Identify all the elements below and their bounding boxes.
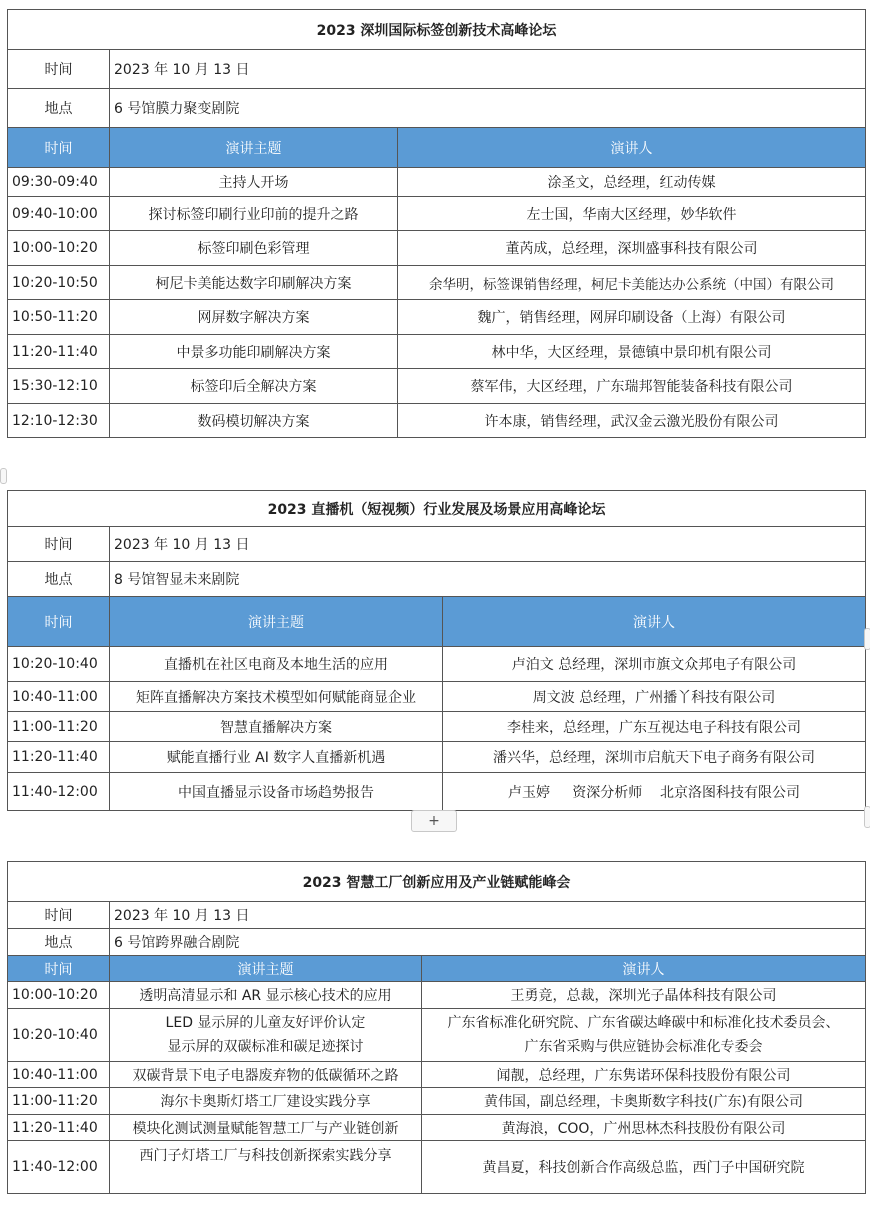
row-topic: 网屏数字解决方案 (110, 300, 398, 335)
table-row (8, 197, 866, 231)
row-time: 15:30-12:10 (8, 369, 110, 404)
venue-value: 8 号馆智显未来剧院 (110, 562, 866, 597)
row-speaker: 卢玉婷 资深分析师 北京洛图科技有限公司 (443, 773, 866, 811)
table-row (8, 1088, 866, 1115)
row-topic (110, 1009, 422, 1062)
header-time: 时间 (8, 597, 110, 647)
right-edge-handle[interactable] (864, 628, 870, 650)
row-time: 10:40-11:00 (8, 682, 110, 712)
header-topic: 演讲主题 (110, 597, 443, 647)
row-speaker: 魏广，销售经理，网屏印刷设备（上海）有限公司 (398, 300, 866, 335)
row-time: 12:10-12:30 (8, 404, 110, 438)
row-speaker: 李桂来，总经理，广东互视达电子科技有限公司 (443, 712, 866, 742)
row-speaker: 蔡军伟，大区经理，广东瑞邦智能装备科技有限公司 (398, 369, 866, 404)
forum-table-2 (7, 490, 866, 811)
date-value: 2023 年 10 月 13 日 (110, 50, 866, 89)
left-edge-handle[interactable] (0, 468, 7, 484)
table-row (8, 369, 866, 404)
venue-label: 地点 (8, 562, 110, 597)
table-row (8, 1062, 866, 1088)
table-row (8, 300, 866, 335)
row-time: 11:00-11:20 (8, 1088, 110, 1115)
row-topic: 主持人开场 (110, 168, 398, 197)
row-time: 09:30-09:40 (8, 168, 110, 197)
table-row (8, 404, 866, 438)
row-speaker: 林中华，大区经理，景德镇中景印机有限公司 (398, 335, 866, 369)
table-row (8, 1141, 866, 1194)
row-speaker: 王勇竞，总裁，深圳光子晶体科技有限公司 (422, 982, 866, 1009)
table-row (8, 168, 866, 197)
header-speaker: 演讲人 (443, 597, 866, 647)
row-topic: 智慧直播解决方案 (110, 712, 443, 742)
table-row (8, 682, 866, 712)
row-topic: 柯尼卡美能达数字印刷解决方案 (110, 266, 398, 300)
forum-table-3 (7, 861, 866, 1194)
row-time: 11:00-11:20 (8, 712, 110, 742)
header-speaker: 演讲人 (422, 956, 866, 982)
time-label: 时间 (8, 902, 110, 929)
forum-table-1 (7, 9, 866, 438)
row-topic-line: LED 显示屏的儿童友好评价认定 显示屏的双碳标准和碳足迹探讨 (165, 1015, 366, 1055)
table-row (8, 335, 866, 369)
row-topic: 直播机在社区电商及本地生活的应用 (110, 647, 443, 682)
header-speaker: 演讲人 (398, 128, 866, 168)
row-speaker: 余华明，标签课销售经理，柯尼卡美能达办公系统（中国）有限公司 (398, 266, 866, 300)
row-time: 10:50-11:20 (8, 300, 110, 335)
date-value: 2023 年 10 月 13 日 (110, 527, 866, 562)
table-row (8, 773, 866, 811)
row-speaker: 潘兴华，总经理，深圳市启航天下电子商务有限公司 (443, 742, 866, 773)
row-speaker: 闻靓，总经理，广东隽诺环保科技股份有限公司 (422, 1062, 866, 1088)
row-speaker: 黄伟国，副总经理，卡奥斯数字科技(广东)有限公司 (422, 1088, 866, 1115)
row-topic: 双碳背景下电子电器废弃物的低碳循环之路 (110, 1062, 422, 1088)
row-topic: 海尔卡奥斯灯塔工厂建设实践分享 (110, 1088, 422, 1115)
table-row (8, 647, 866, 682)
row-topic: 矩阵直播解决方案技术模型如何赋能商显企业 (110, 682, 443, 712)
row-time: 10:00-10:20 (8, 982, 110, 1009)
venue-value: 6 号馆跨界融合剧院 (110, 929, 866, 956)
row-time: 11:20-11:40 (8, 742, 110, 773)
row-topic: 透明高清显示和 AR 显示核心技术的应用 (110, 982, 422, 1009)
row-topic: 西门子灯塔工厂与科技创新探索实践分享 (110, 1141, 422, 1194)
row-topic: 标签印后全解决方案 (110, 369, 398, 404)
venue-label: 地点 (8, 929, 110, 956)
row-speaker: 左士国，华南大区经理，妙华软件 (398, 197, 866, 231)
row-topic: 探讨标签印刷行业印前的提升之路 (110, 197, 398, 231)
forum-title: 2023 深圳国际标签创新技术高峰论坛 (8, 10, 866, 50)
row-speaker: 董芮成，总经理，深圳盛事科技有限公司 (398, 231, 866, 266)
row-topic: 赋能直播行业 AI 数字人直播新机遇 (110, 742, 443, 773)
row-time: 10:40-11:00 (8, 1062, 110, 1088)
row-topic: 数码模切解决方案 (110, 404, 398, 438)
row-speaker: 卢泊文 总经理，深圳市旗文众邦电子有限公司 (443, 647, 866, 682)
table-row (8, 1115, 866, 1141)
row-time: 10:20-10:50 (8, 266, 110, 300)
row-time: 10:00-10:20 (8, 231, 110, 266)
row-time: 11:20-11:40 (8, 1115, 110, 1141)
date-value: 2023 年 10 月 13 日 (110, 902, 866, 929)
row-speaker: 许本康，销售经理，武汉金云激光股份有限公司 (398, 404, 866, 438)
table-row (8, 712, 866, 742)
header-topic: 演讲主题 (110, 956, 422, 982)
forum-title: 2023 直播机（短视频）行业发展及场景应用高峰论坛 (8, 491, 866, 527)
table-row (8, 742, 866, 773)
header-time: 时间 (8, 956, 110, 982)
row-time: 11:40-12:00 (8, 1141, 110, 1194)
table-row (8, 231, 866, 266)
row-speaker-line: 广东省标准化研究院、广东省碳达峰碳中和标准化技术委员会、 广东省采购与供应链协会标准化专委会 (447, 1015, 840, 1055)
add-row-button[interactable]: + (411, 810, 457, 832)
venue-value: 6 号馆膜力聚变剧院 (110, 89, 866, 128)
row-time: 10:20-10:40 (8, 647, 110, 682)
time-label: 时间 (8, 527, 110, 562)
row-time: 11:40-12:00 (8, 773, 110, 811)
header-time: 时间 (8, 128, 110, 168)
venue-label: 地点 (8, 89, 110, 128)
row-time: 11:20-11:40 (8, 335, 110, 369)
row-speaker (422, 1009, 866, 1062)
forum-title: 2023 智慧工厂创新应用及产业链赋能峰会 (8, 862, 866, 902)
row-topic: 模块化测试测量赋能智慧工厂与产业链创新 (110, 1115, 422, 1141)
right-edge-handle[interactable] (864, 806, 870, 828)
row-time: 10:20-10:40 (8, 1009, 110, 1062)
row-time: 09:40-10:00 (8, 197, 110, 231)
time-label: 时间 (8, 50, 110, 89)
header-topic: 演讲主题 (110, 128, 398, 168)
table-row (8, 982, 866, 1009)
row-topic: 中景多功能印刷解决方案 (110, 335, 398, 369)
table-row (8, 266, 866, 300)
row-speaker: 周文波 总经理，广州播丫科技有限公司 (443, 682, 866, 712)
row-topic: 中国直播显示设备市场趋势报告 (110, 773, 443, 811)
row-speaker: 黄海浪，COO，广州思林杰科技股份有限公司 (422, 1115, 866, 1141)
table-row (8, 1009, 866, 1062)
row-speaker: 黄昌夏，科技创新合作高级总监，西门子中国研究院 (422, 1141, 866, 1194)
row-speaker: 涂圣文，总经理，红动传媒 (398, 168, 866, 197)
row-topic: 标签印刷色彩管理 (110, 231, 398, 266)
